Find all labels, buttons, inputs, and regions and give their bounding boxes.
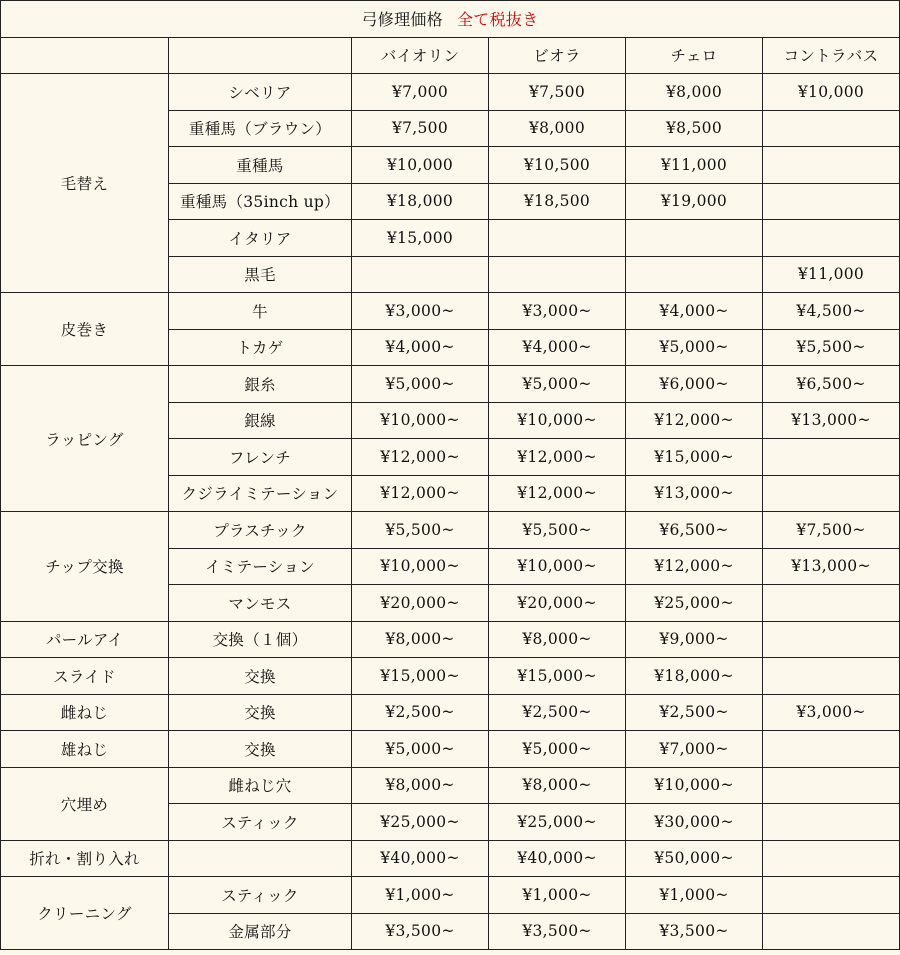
category-cell: パールアイ (1, 621, 169, 658)
price-cell: ¥6,000~ (626, 366, 763, 403)
category-cell: ラッピング (1, 366, 169, 512)
price-cell: ¥8,000 (489, 110, 626, 147)
price-cell (626, 256, 763, 293)
price-cell: ¥1,000~ (489, 877, 626, 914)
price-cell: ¥15,000 (352, 220, 489, 257)
table-row (1, 767, 900, 804)
price-cell: ¥8,000~ (489, 767, 626, 804)
title-text: 弓修理価格 (361, 10, 443, 30)
price-cell: ¥8,000~ (489, 621, 626, 658)
price-cell: ¥25,000~ (626, 585, 763, 622)
price-cell (763, 804, 900, 841)
price-cell: ¥7,000 (352, 74, 489, 111)
category-cell: 雄ねじ (1, 731, 169, 768)
price-cell: ¥12,000~ (626, 402, 763, 439)
price-cell: ¥50,000~ (626, 840, 763, 877)
category-cell: 穴埋め (1, 767, 169, 840)
price-cell: ¥13,000~ (763, 402, 900, 439)
price-cell: ¥3,500~ (489, 913, 626, 950)
price-cell: ¥5,000~ (352, 731, 489, 768)
price-cell: ¥4,000~ (626, 293, 763, 330)
price-cell (763, 621, 900, 658)
price-cell (763, 475, 900, 512)
price-cell: ¥25,000~ (352, 804, 489, 841)
price-cell: ¥6,500~ (763, 366, 900, 403)
price-cell (489, 220, 626, 257)
price-cell: ¥10,000~ (489, 402, 626, 439)
table-row (1, 293, 900, 330)
price-cell: ¥3,000~ (763, 694, 900, 731)
price-cell: ¥15,000~ (626, 439, 763, 476)
price-cell: ¥15,000~ (489, 658, 626, 695)
price-cell: ¥7,500~ (763, 512, 900, 549)
category-cell: スライド (1, 658, 169, 695)
item-cell: 重種馬 (169, 147, 352, 184)
item-cell: 交換（１個） (169, 621, 352, 658)
price-cell: ¥19,000 (626, 183, 763, 220)
price-cell: ¥8,000~ (352, 767, 489, 804)
price-cell (763, 913, 900, 950)
price-cell: ¥4,500~ (763, 293, 900, 330)
category-cell: チップ交換 (1, 512, 169, 622)
price-cell: ¥18,500 (489, 183, 626, 220)
category-cell: 皮巻き (1, 293, 169, 366)
item-cell: 牛 (169, 293, 352, 330)
price-cell: ¥18,000 (352, 183, 489, 220)
tax-note: 全て税抜き (457, 10, 539, 30)
category-cell: 毛替え (1, 74, 169, 293)
table-row (1, 731, 900, 768)
price-cell: ¥5,000~ (352, 366, 489, 403)
price-cell: ¥7,500 (352, 110, 489, 147)
item-cell: スティック (169, 877, 352, 914)
price-cell: ¥1,000~ (626, 877, 763, 914)
table-row (1, 877, 900, 914)
table-row (1, 366, 900, 403)
price-cell: ¥7,500 (489, 74, 626, 111)
price-cell: ¥5,000~ (489, 731, 626, 768)
price-cell: ¥10,000~ (352, 548, 489, 585)
price-cell: ¥2,500~ (352, 694, 489, 731)
price-cell: ¥3,500~ (626, 913, 763, 950)
price-cell (763, 767, 900, 804)
price-cell (763, 147, 900, 184)
category-cell: 雌ねじ (1, 694, 169, 731)
price-cell: ¥9,000~ (626, 621, 763, 658)
price-cell: ¥12,000~ (352, 439, 489, 476)
table-row (1, 512, 900, 549)
price-cell: ¥8,500 (626, 110, 763, 147)
price-cell (763, 731, 900, 768)
item-cell: 交換 (169, 658, 352, 695)
price-cell: ¥4,000~ (489, 329, 626, 366)
price-cell (763, 110, 900, 147)
table-title (1, 1, 900, 38)
item-cell: 銀線 (169, 402, 352, 439)
price-cell (626, 220, 763, 257)
price-cell: ¥5,500~ (352, 512, 489, 549)
price-cell: ¥12,000~ (489, 475, 626, 512)
price-cell: ¥15,000~ (352, 658, 489, 695)
item-cell: スティック (169, 804, 352, 841)
price-cell: ¥5,500~ (763, 329, 900, 366)
item-cell: フレンチ (169, 439, 352, 476)
price-cell (763, 183, 900, 220)
header-item (169, 37, 352, 74)
item-cell: イタリア (169, 220, 352, 257)
item-cell: 金属部分 (169, 913, 352, 950)
price-cell: ¥13,000~ (626, 475, 763, 512)
price-cell (352, 256, 489, 293)
price-cell: ¥6,500~ (626, 512, 763, 549)
price-cell (763, 439, 900, 476)
price-cell: ¥13,000~ (763, 548, 900, 585)
category-cell: 折れ・割り入れ (1, 840, 169, 877)
price-cell: ¥7,000~ (626, 731, 763, 768)
item-cell: 雌ねじ穴 (169, 767, 352, 804)
price-cell: ¥40,000~ (352, 840, 489, 877)
price-cell: ¥12,000~ (352, 475, 489, 512)
price-cell: ¥10,000~ (352, 402, 489, 439)
title-row (1, 1, 900, 38)
price-cell: ¥8,000~ (352, 621, 489, 658)
item-cell (169, 840, 352, 877)
price-cell: ¥12,000~ (626, 548, 763, 585)
header-category (1, 37, 169, 74)
item-cell: マンモス (169, 585, 352, 622)
price-cell: ¥1,000~ (352, 877, 489, 914)
price-cell: ¥8,000 (626, 74, 763, 111)
price-cell (763, 220, 900, 257)
price-cell: ¥40,000~ (489, 840, 626, 877)
price-cell: ¥5,000~ (489, 366, 626, 403)
price-cell: ¥18,000~ (626, 658, 763, 695)
item-cell: イミテーション (169, 548, 352, 585)
price-cell: ¥11,000 (626, 147, 763, 184)
price-cell: ¥2,500~ (489, 694, 626, 731)
item-cell: クジライミテーション (169, 475, 352, 512)
header-contrabass: コントラバス (763, 37, 900, 74)
header-viola: ビオラ (489, 37, 626, 74)
price-cell (763, 840, 900, 877)
item-cell: 交換 (169, 694, 352, 731)
price-cell: ¥5,500~ (489, 512, 626, 549)
item-cell: 重種馬（ブラウン） (169, 110, 352, 147)
price-cell: ¥20,000~ (489, 585, 626, 622)
category-cell: クリーニング (1, 877, 169, 950)
price-cell: ¥25,000~ (489, 804, 626, 841)
item-cell: プラスチック (169, 512, 352, 549)
price-cell: ¥5,000~ (626, 329, 763, 366)
price-table-body (1, 1, 900, 950)
header-cello: チェロ (626, 37, 763, 74)
price-cell: ¥11,000 (763, 256, 900, 293)
price-cell: ¥10,000~ (626, 767, 763, 804)
table-row (1, 694, 900, 731)
price-cell: ¥3,000~ (489, 293, 626, 330)
item-cell: シベリア (169, 74, 352, 111)
price-cell: ¥12,000~ (489, 439, 626, 476)
price-cell (763, 877, 900, 914)
price-cell: ¥10,000 (352, 147, 489, 184)
item-cell: 交換 (169, 731, 352, 768)
table-row (1, 658, 900, 695)
price-cell: ¥4,000~ (352, 329, 489, 366)
price-cell (763, 585, 900, 622)
item-cell: 黒毛 (169, 256, 352, 293)
table-row (1, 840, 900, 877)
price-cell: ¥10,500 (489, 147, 626, 184)
price-cell: ¥20,000~ (352, 585, 489, 622)
header-violin: バイオリン (352, 37, 489, 74)
item-cell: 重種馬（35inch up） (169, 183, 352, 220)
table-row (1, 74, 900, 111)
price-cell: ¥10,000 (763, 74, 900, 111)
price-cell (489, 256, 626, 293)
header-row (1, 37, 900, 74)
price-cell: ¥3,000~ (352, 293, 489, 330)
item-cell: 銀糸 (169, 366, 352, 403)
price-cell: ¥30,000~ (626, 804, 763, 841)
price-cell: ¥2,500~ (626, 694, 763, 731)
price-cell: ¥3,500~ (352, 913, 489, 950)
table-row (1, 621, 900, 658)
price-cell: ¥10,000~ (489, 548, 626, 585)
item-cell: トカゲ (169, 329, 352, 366)
price-cell (763, 658, 900, 695)
